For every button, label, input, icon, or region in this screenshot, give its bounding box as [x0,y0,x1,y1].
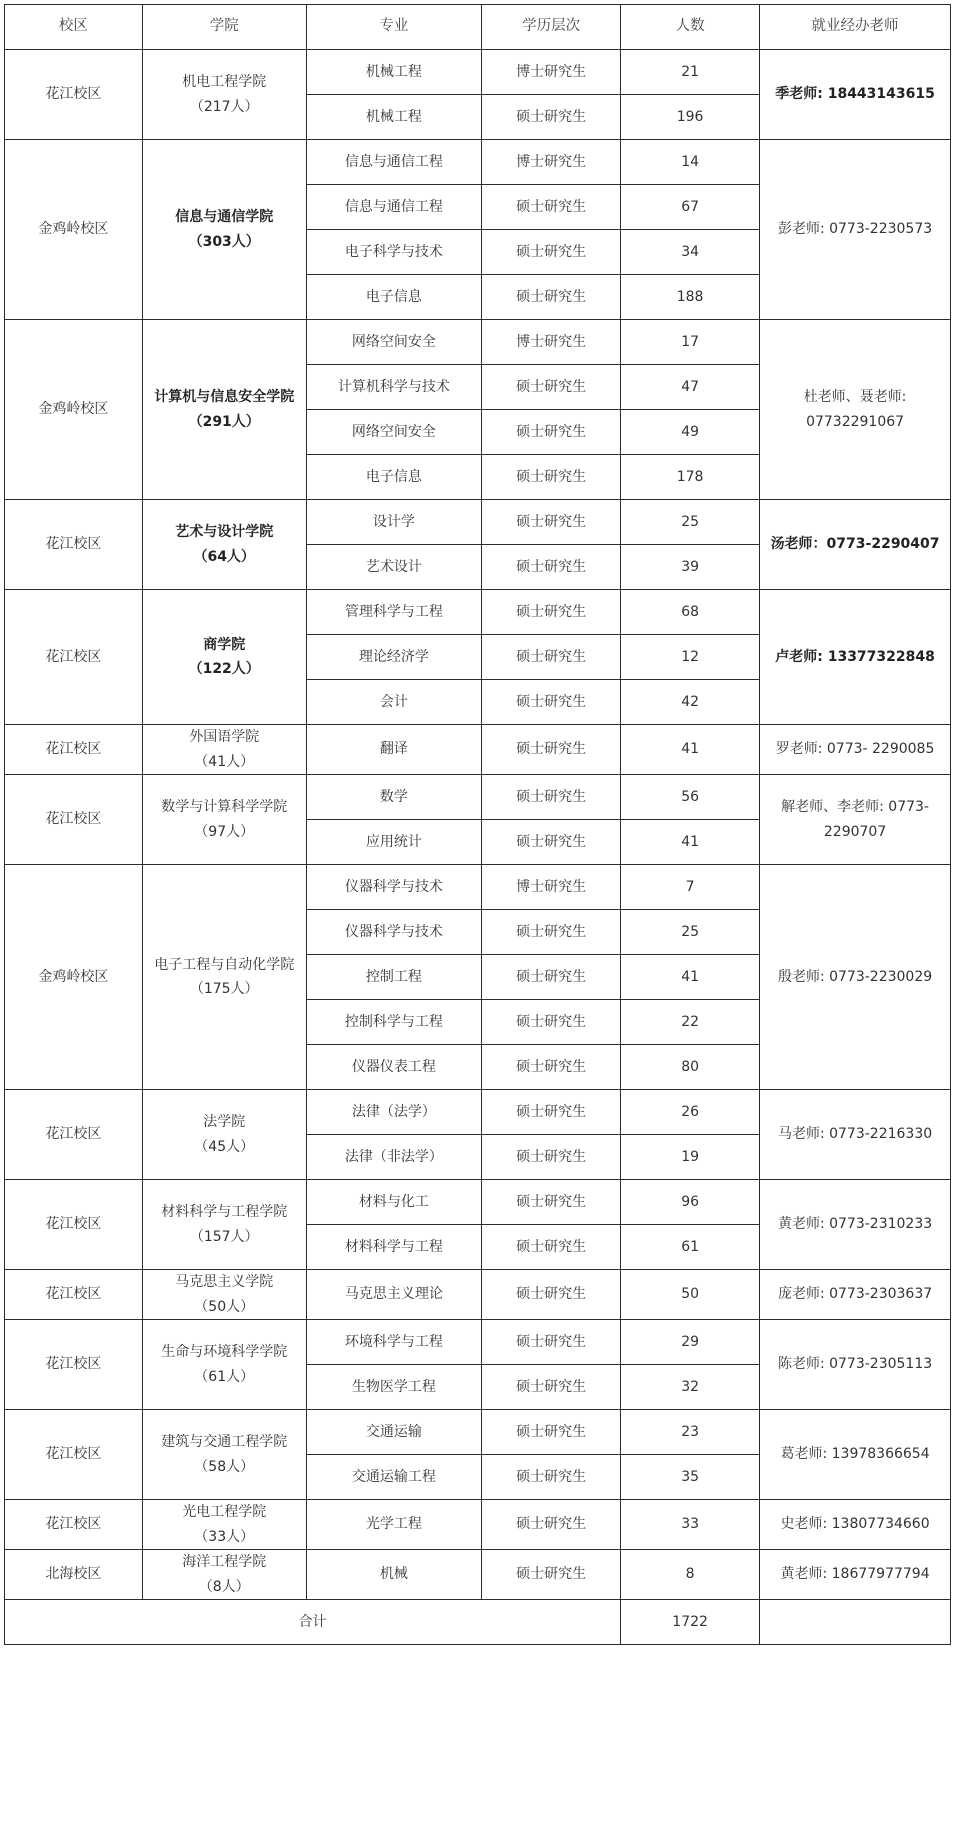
table-row [5,725,951,775]
college-cell [142,1410,306,1500]
college-cell [142,1550,306,1600]
degree-cell: 硕士研究生 [482,955,621,1000]
campus-cell: 花江校区 [5,1320,143,1410]
campus-cell: 花江校区 [5,1180,143,1270]
degree-cell: 硕士研究生 [482,185,621,230]
teacher-cell: 陈老师: 0773-2305113 [760,1320,951,1410]
total-count: 1722 [621,1600,760,1645]
college-count: （122人） [188,661,260,677]
table-row [5,1180,951,1225]
header-count: 人数 [621,5,760,50]
count-cell: 21 [621,50,760,95]
major-cell: 机械工程 [306,95,482,140]
college-cell [142,865,306,1090]
table-row [5,1500,951,1550]
major-cell: 管理科学与工程 [306,590,482,635]
major-cell: 翻译 [306,725,482,775]
count-cell: 33 [621,1500,760,1550]
degree-cell: 硕士研究生 [482,455,621,500]
college-name: 计算机与信息安全学院 [154,389,295,405]
college-name: 建筑与交通工程学院 [161,1434,288,1450]
degree-cell: 硕士研究生 [482,1365,621,1410]
count-cell: 41 [621,725,760,775]
college-count: （291人） [188,413,260,430]
major-cell: 控制工程 [306,955,482,1000]
total-teacher [760,1600,951,1645]
college-count: （61人） [194,1368,255,1385]
major-cell: 控制科学与工程 [306,1000,482,1045]
teacher-cell: 卢老师: 13377322848 [760,590,951,725]
degree-cell: 硕士研究生 [482,230,621,275]
major-cell: 艺术设计 [306,545,482,590]
college-cell [142,140,306,320]
campus-cell: 花江校区 [5,500,143,590]
count-cell: 50 [621,1270,760,1320]
count-cell: 35 [621,1455,760,1500]
degree-cell: 硕士研究生 [482,365,621,410]
college-name: 马克思主义学院 [175,1274,274,1290]
count-cell: 196 [621,95,760,140]
campus-cell: 花江校区 [5,1500,143,1550]
college-cell [142,1180,306,1270]
count-cell: 39 [621,545,760,590]
major-cell: 设计学 [306,500,482,545]
teacher-cell: 黄老师: 0773-2310233 [760,1180,951,1270]
college-cell [142,1090,306,1180]
campus-cell: 花江校区 [5,1410,143,1500]
count-cell: 8 [621,1550,760,1600]
college-name: 法学院 [203,1114,246,1130]
degree-cell: 硕士研究生 [482,275,621,320]
teacher-cell: 彭老师: 0773-2230573 [760,140,951,320]
header-college: 学院 [142,5,306,50]
major-cell: 数学 [306,775,482,820]
degree-cell: 硕士研究生 [482,1550,621,1600]
college-cell [142,775,306,865]
major-cell: 交通运输 [306,1410,482,1455]
college-count: （175人） [189,981,259,997]
degree-cell: 硕士研究生 [482,775,621,820]
campus-cell: 花江校区 [5,50,143,140]
count-cell: 68 [621,590,760,635]
degree-cell: 硕士研究生 [482,1225,621,1270]
teacher-cell: 汤老师：0773-2290407 [760,500,951,590]
campus-cell: 金鸡岭校区 [5,140,143,320]
college-cell [142,320,306,500]
major-cell: 电子信息 [306,455,482,500]
college-name: 电子工程与自动化学院 [154,956,295,973]
count-cell: 80 [621,1045,760,1090]
header-teacher: 就业经办老师 [760,5,951,50]
major-cell: 材料与化工 [306,1180,482,1225]
college-count: （157人） [189,1228,259,1245]
degree-cell: 硕士研究生 [482,1045,621,1090]
college-name: 信息与通信学院 [175,209,274,225]
degree-cell: 硕士研究生 [482,1090,621,1135]
teacher-cell: 马老师: 0773-2216330 [760,1090,951,1180]
college-cell [142,725,306,775]
major-cell: 仪器仪表工程 [306,1045,482,1090]
degree-cell: 硕士研究生 [482,1180,621,1225]
degree-cell: 硕士研究生 [482,410,621,455]
college-cell [142,590,306,725]
college-count: （64人） [193,548,255,565]
college-cell [142,1500,306,1550]
count-cell: 49 [621,410,760,455]
college-count: （217人） [189,98,259,115]
degree-cell: 硕士研究生 [482,500,621,545]
major-cell: 法律（法学） [306,1090,482,1135]
college-count: （50人） [194,1298,255,1315]
table-row [5,590,951,635]
teacher-cell: 史老师: 13807734660 [760,1500,951,1550]
header-row [5,5,951,50]
teacher-cell: 解老师、李老师: 0773-2290707 [760,775,951,865]
degree-cell: 硕士研究生 [482,1410,621,1455]
count-cell: 96 [621,1180,760,1225]
major-cell: 信息与通信工程 [306,185,482,230]
college-name: 数学与计算科学学院 [161,799,288,815]
table-row [5,50,951,95]
major-cell: 交通运输工程 [306,1455,482,1500]
campus-cell: 花江校区 [5,1270,143,1320]
count-cell: 67 [621,185,760,230]
campus-cell: 花江校区 [5,1090,143,1180]
teacher-cell: 黄老师: 18677977794 [760,1550,951,1600]
major-cell: 生物医学工程 [306,1365,482,1410]
count-cell: 23 [621,1410,760,1455]
college-name: 生命与环境科学学院 [161,1344,288,1360]
count-cell: 41 [621,820,760,865]
major-cell: 理论经济学 [306,635,482,680]
header-degree: 学历层次 [482,5,621,50]
college-name: 光电工程学院 [182,1504,267,1520]
count-cell: 42 [621,680,760,725]
degree-cell: 硕士研究生 [482,1320,621,1365]
campus-cell: 花江校区 [5,590,143,725]
major-cell: 光学工程 [306,1500,482,1550]
count-cell: 14 [621,140,760,185]
degree-cell: 硕士研究生 [482,680,621,725]
degree-cell: 硕士研究生 [482,635,621,680]
table-row [5,865,951,910]
header-campus: 校区 [5,5,143,50]
table-row [5,500,951,545]
count-cell: 56 [621,775,760,820]
count-cell: 17 [621,320,760,365]
major-cell: 电子科学与技术 [306,230,482,275]
degree-cell: 博士研究生 [482,140,621,185]
major-cell: 仪器科学与技术 [306,910,482,955]
campus-cell: 花江校区 [5,775,143,865]
major-cell: 应用统计 [306,820,482,865]
campus-cell: 金鸡岭校区 [5,320,143,500]
teacher-cell: 杜老师、聂老师: 07732291067 [760,320,951,500]
college-count: （303人） [188,233,260,250]
major-cell: 机械工程 [306,50,482,95]
count-cell: 25 [621,500,760,545]
degree-cell: 硕士研究生 [482,1270,621,1320]
major-cell: 计算机科学与技术 [306,365,482,410]
college-count: （41人） [194,753,255,770]
count-cell: 12 [621,635,760,680]
major-cell: 马克思主义理论 [306,1270,482,1320]
major-cell: 网络空间安全 [306,320,482,365]
major-cell: 机械 [306,1550,482,1600]
major-cell: 会计 [306,680,482,725]
major-cell: 法律（非法学） [306,1135,482,1180]
count-cell: 34 [621,230,760,275]
college-cell [142,1320,306,1410]
degree-cell: 硕士研究生 [482,820,621,865]
table-row [5,1410,951,1455]
table-row [5,775,951,820]
degree-cell: 博士研究生 [482,865,621,910]
major-cell: 环境科学与工程 [306,1320,482,1365]
total-label: 合计 [5,1600,621,1645]
teacher-cell: 葛老师: 13978366654 [760,1410,951,1500]
major-cell: 仪器科学与技术 [306,865,482,910]
college-name: 外国语学院 [189,729,260,745]
major-cell: 信息与通信工程 [306,140,482,185]
count-cell: 19 [621,1135,760,1180]
major-cell: 电子信息 [306,275,482,320]
degree-cell: 硕士研究生 [482,590,621,635]
total-row [5,1600,951,1645]
count-cell: 32 [621,1365,760,1410]
college-name: 艺术与设计学院 [175,524,274,540]
college-count: （45人） [194,1138,255,1155]
count-cell: 25 [621,910,760,955]
degree-cell: 硕士研究生 [482,95,621,140]
teacher-cell: 庞老师: 0773-2303637 [760,1270,951,1320]
graduate-table [4,4,951,1645]
count-cell: 47 [621,365,760,410]
degree-cell: 硕士研究生 [482,725,621,775]
table-row [5,320,951,365]
college-count: （58人） [194,1458,255,1475]
college-cell [142,500,306,590]
degree-cell: 硕士研究生 [482,910,621,955]
degree-cell: 博士研究生 [482,320,621,365]
count-cell: 188 [621,275,760,320]
header-major: 专业 [306,5,482,50]
teacher-cell: 罗老师: 0773- 2290085 [760,725,951,775]
teacher-cell: 季老师: 18443143615 [760,50,951,140]
college-name: 材料科学与工程学院 [161,1204,288,1220]
count-cell: 61 [621,1225,760,1270]
major-cell: 网络空间安全 [306,410,482,455]
college-count: （8人） [198,1578,250,1595]
college-name: 机电工程学院 [182,74,267,90]
table-body [5,50,951,1645]
college-name: 商学院 [203,636,246,653]
campus-cell: 金鸡岭校区 [5,865,143,1090]
degree-cell: 博士研究生 [482,50,621,95]
major-cell: 材料科学与工程 [306,1225,482,1270]
table-row [5,140,951,185]
college-count: （33人） [194,1528,255,1545]
table-row [5,1550,951,1600]
degree-cell: 硕士研究生 [482,1000,621,1045]
table-row [5,1270,951,1320]
college-cell [142,1270,306,1320]
degree-cell: 硕士研究生 [482,1455,621,1500]
count-cell: 29 [621,1320,760,1365]
count-cell: 7 [621,865,760,910]
count-cell: 41 [621,955,760,1000]
college-cell [142,50,306,140]
teacher-cell: 殷老师: 0773-2230029 [760,865,951,1090]
count-cell: 26 [621,1090,760,1135]
degree-cell: 硕士研究生 [482,545,621,590]
table-row [5,1320,951,1365]
college-count: （97人） [194,823,255,840]
campus-cell: 花江校区 [5,725,143,775]
campus-cell: 北海校区 [5,1550,143,1600]
table-row [5,1090,951,1135]
count-cell: 178 [621,455,760,500]
college-name: 海洋工程学院 [182,1554,267,1570]
count-cell: 22 [621,1000,760,1045]
degree-cell: 硕士研究生 [482,1500,621,1550]
degree-cell: 硕士研究生 [482,1135,621,1180]
